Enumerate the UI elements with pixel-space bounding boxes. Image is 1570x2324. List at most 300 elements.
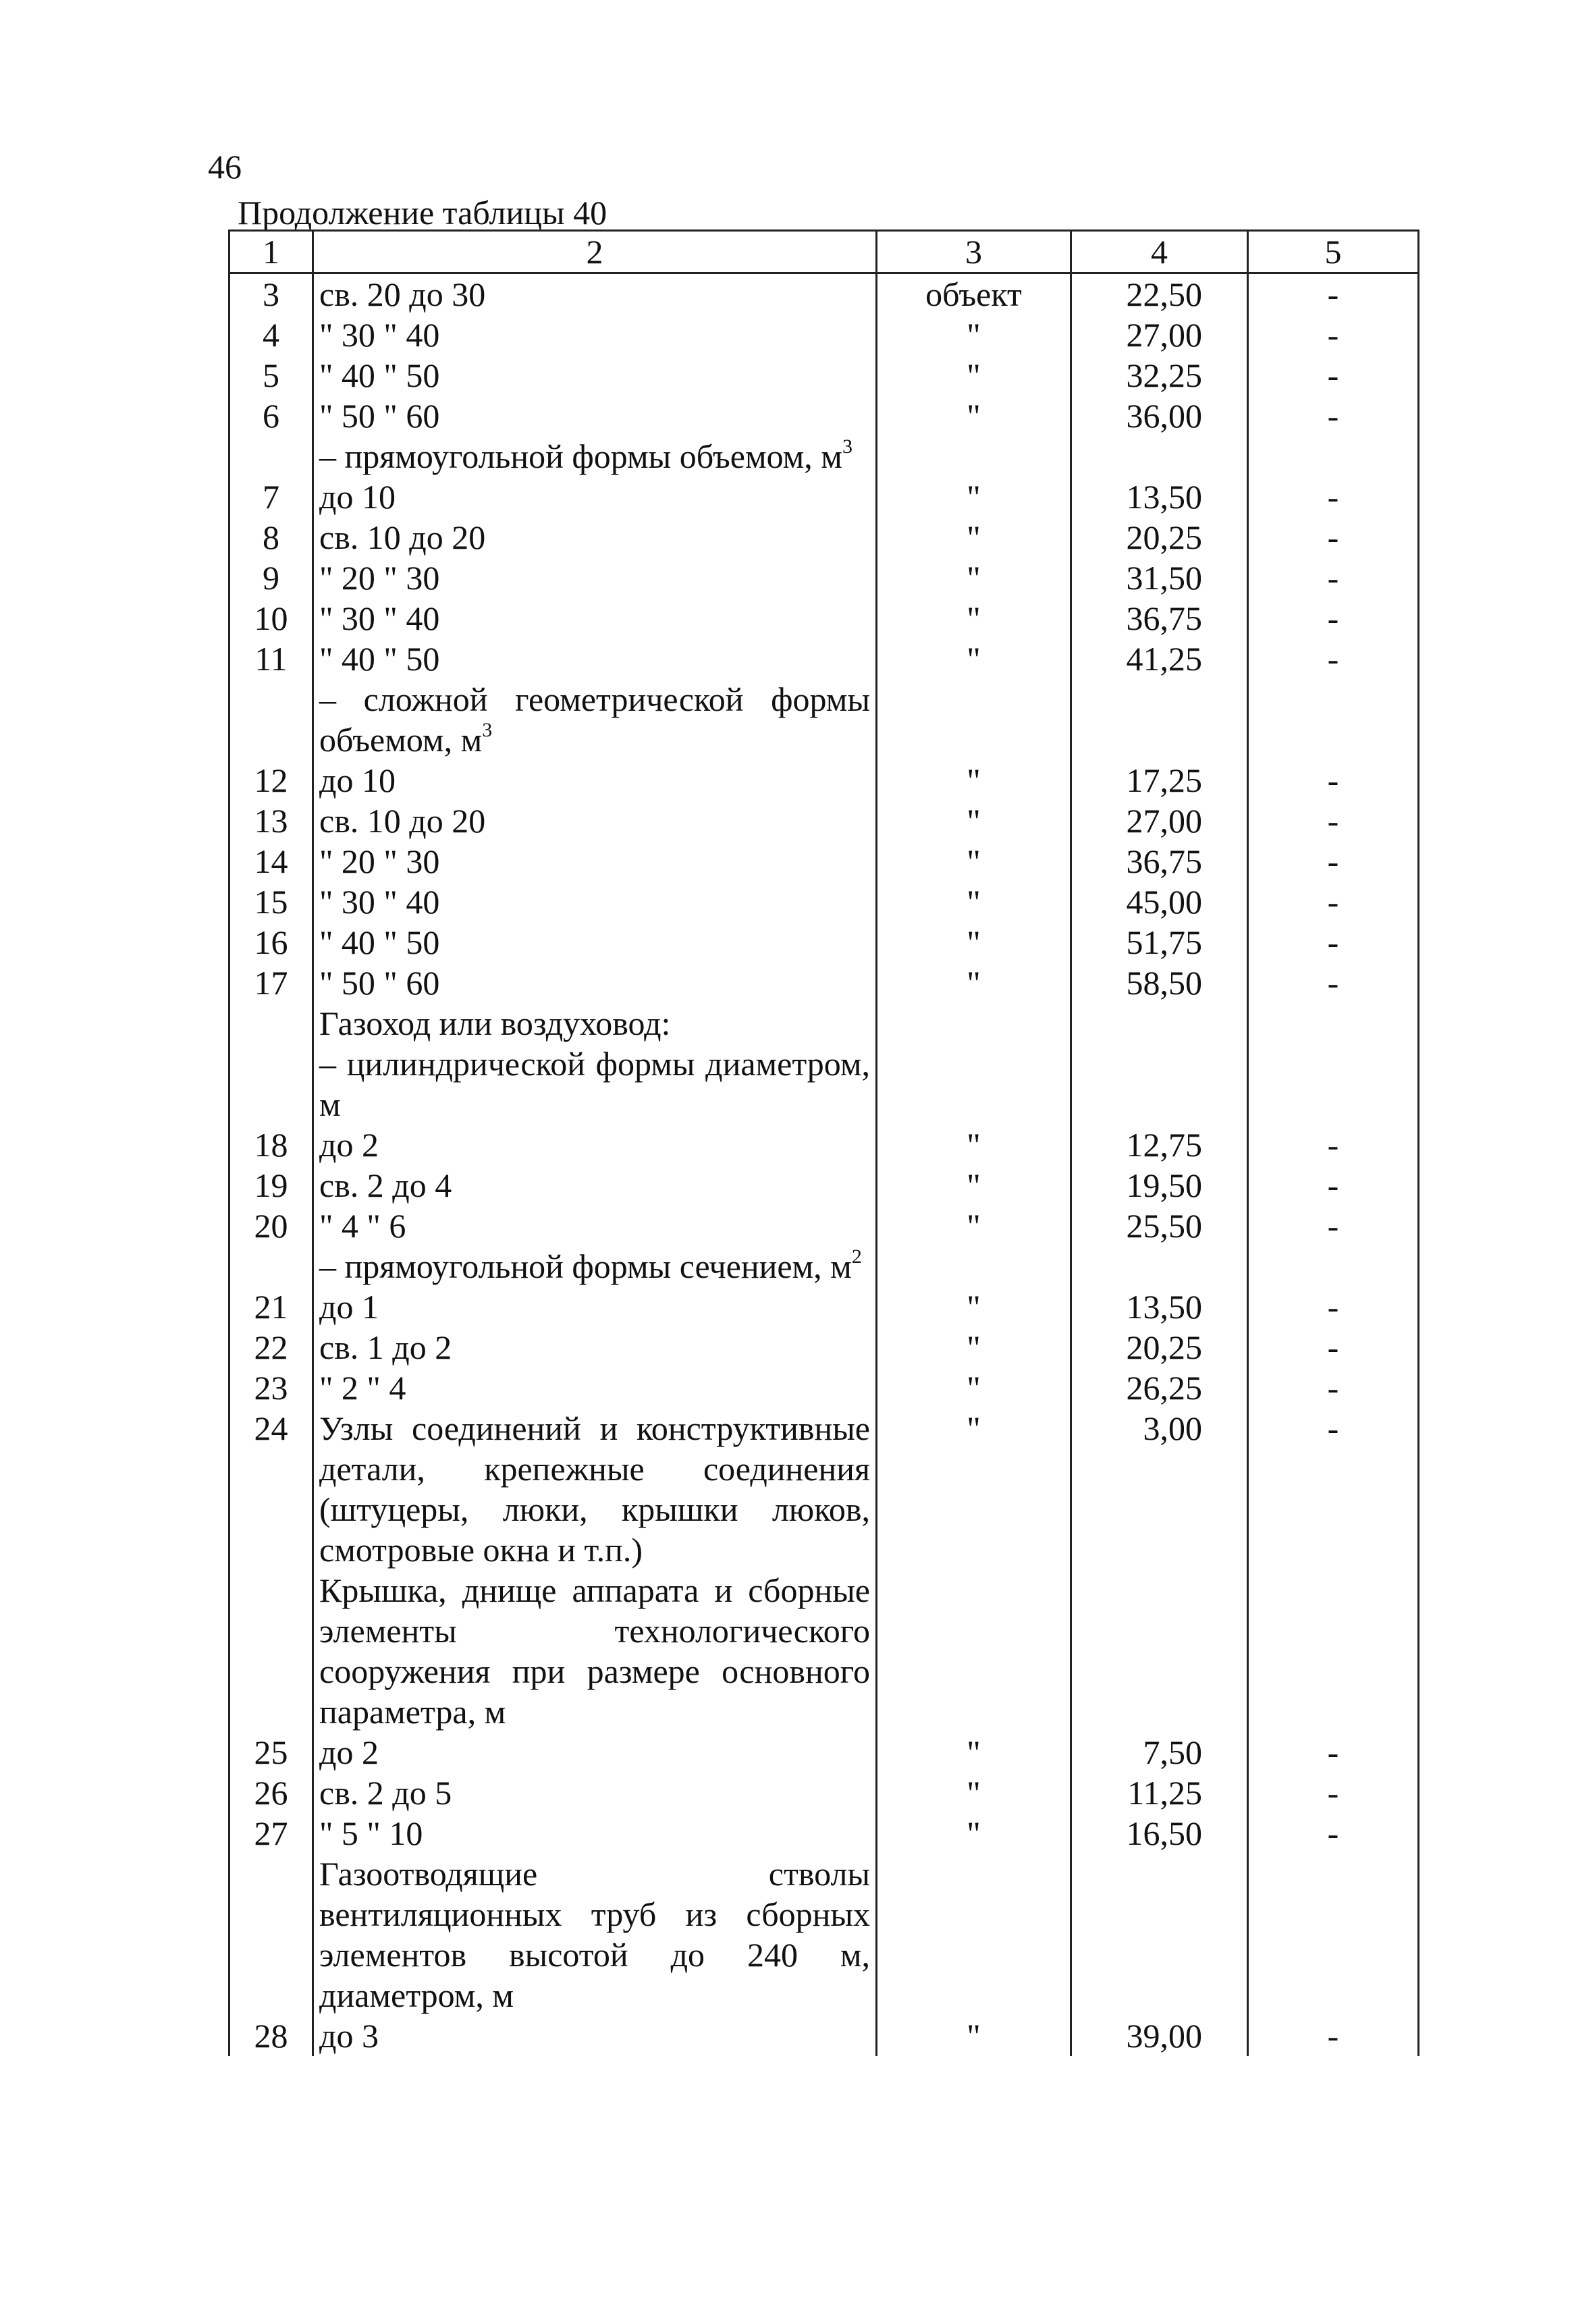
row-value xyxy=(1071,963,1248,1003)
row-number xyxy=(229,1003,313,1044)
row-unit xyxy=(877,882,1071,922)
row-description-text: св. 2 до 4 xyxy=(319,1166,452,1204)
row-description xyxy=(313,396,877,436)
row-unit xyxy=(877,436,1071,477)
row-value-text: 36,75 xyxy=(1126,599,1202,637)
row-value xyxy=(1071,1773,1248,1813)
row-extra xyxy=(1248,922,1419,963)
row-description-text: Крышка, днище аппарата и сборные элементы технологического сооружения при размере основного параметра, м xyxy=(319,1571,870,1731)
row-value-text: 16,50 xyxy=(1126,1814,1202,1852)
row-extra xyxy=(1248,355,1419,396)
row-description xyxy=(313,1206,877,1246)
row-extra xyxy=(1248,882,1419,922)
row-unit xyxy=(877,1287,1071,1327)
row-value-text: 27,00 xyxy=(1126,316,1202,354)
row-value xyxy=(1071,801,1248,841)
row-unit xyxy=(877,1206,1071,1246)
table-body xyxy=(229,273,1419,2057)
row-value xyxy=(1071,1287,1248,1327)
row-unit xyxy=(877,396,1071,436)
row-extra xyxy=(1248,1206,1419,1246)
row-unit-text: " xyxy=(967,478,981,516)
table-row xyxy=(229,1854,1419,2016)
table-row xyxy=(229,1773,1419,1813)
row-extra xyxy=(1248,1044,1419,1125)
row-description xyxy=(313,355,877,396)
table-row xyxy=(229,355,1419,396)
table-row xyxy=(229,1570,1419,1732)
row-extra xyxy=(1248,1246,1419,1287)
row-unit-text: " xyxy=(967,640,981,678)
row-extra xyxy=(1248,1125,1419,1165)
row-description xyxy=(313,1003,877,1044)
row-number-text: 7 xyxy=(263,478,279,516)
row-extra xyxy=(1248,1732,1419,1773)
table-row xyxy=(229,1368,1419,1408)
row-value xyxy=(1071,1854,1248,2016)
row-number-text: 9 xyxy=(263,559,279,597)
row-value xyxy=(1071,1327,1248,1368)
row-value-text: 36,75 xyxy=(1126,842,1202,880)
row-unit-text: " xyxy=(967,1288,981,1326)
row-number-text: 11 xyxy=(254,640,288,678)
row-description xyxy=(313,639,877,679)
table-header xyxy=(229,231,1419,273)
row-description-text: " 2 " 4 xyxy=(319,1369,406,1407)
row-value xyxy=(1071,273,1248,315)
row-number-text: 3 xyxy=(263,275,279,313)
row-value-text: 41,25 xyxy=(1126,640,1202,678)
row-description xyxy=(313,1854,877,2016)
row-unit-text: " xyxy=(967,1369,981,1407)
row-unit-text: " xyxy=(967,1409,981,1447)
table-row xyxy=(229,1287,1419,1327)
row-value-text: 25,50 xyxy=(1126,1207,1202,1245)
row-extra xyxy=(1248,1408,1419,1570)
row-description-text: " 20 " 30 xyxy=(319,559,440,597)
row-number-text: 21 xyxy=(254,1288,288,1326)
row-unit xyxy=(877,1368,1071,1408)
row-number xyxy=(229,639,313,679)
row-description xyxy=(313,558,877,598)
row-unit xyxy=(877,1773,1071,1813)
row-unit-text: " xyxy=(967,559,981,597)
column-header-5: 5 xyxy=(1248,231,1419,273)
header-row xyxy=(229,231,1419,273)
row-value xyxy=(1071,1165,1248,1206)
row-extra xyxy=(1248,598,1419,639)
row-unit xyxy=(877,315,1071,355)
row-description-text: – прямоугольной формы объемом, м xyxy=(319,437,842,475)
row-extra-text: - xyxy=(1327,478,1339,516)
row-number xyxy=(229,477,313,517)
row-description xyxy=(313,1368,877,1408)
row-unit-text: " xyxy=(967,761,981,799)
row-value xyxy=(1071,1813,1248,1854)
row-description xyxy=(313,1246,877,1287)
row-unit-text: " xyxy=(967,356,981,394)
row-unit-text: " xyxy=(967,397,981,435)
row-unit xyxy=(877,517,1071,558)
row-unit xyxy=(877,1003,1071,1044)
row-description xyxy=(313,1125,877,1165)
table-row xyxy=(229,396,1419,436)
row-value xyxy=(1071,760,1248,801)
table-row xyxy=(229,922,1419,963)
row-unit xyxy=(877,963,1071,1003)
row-description-text: до 10 xyxy=(319,761,396,799)
row-value-text: 58,50 xyxy=(1126,964,1202,1002)
row-number xyxy=(229,1368,313,1408)
row-extra-text: - xyxy=(1327,1288,1339,1326)
row-value-text: 22,50 xyxy=(1126,275,1202,313)
row-value xyxy=(1071,1408,1248,1570)
row-number-text: 24 xyxy=(254,1409,288,1447)
row-unit xyxy=(877,1246,1071,1287)
row-description-text: " 30 " 40 xyxy=(319,883,440,921)
row-number-text: 26 xyxy=(254,1774,288,1812)
page-number: 46 xyxy=(208,148,242,186)
column-header-4: 4 xyxy=(1071,231,1248,273)
row-description xyxy=(313,1570,877,1732)
row-unit xyxy=(877,679,1071,760)
row-number xyxy=(229,1327,313,1368)
row-extra-text: - xyxy=(1327,1166,1339,1204)
row-value-text: 51,75 xyxy=(1126,923,1202,961)
row-unit-text: " xyxy=(967,1126,981,1164)
row-number-text: 28 xyxy=(254,2017,288,2055)
row-number xyxy=(229,396,313,436)
row-unit xyxy=(877,1732,1071,1773)
row-unit-text: " xyxy=(967,1733,981,1771)
row-value-text: 7,50 xyxy=(1143,1733,1202,1771)
row-number xyxy=(229,1044,313,1125)
row-extra xyxy=(1248,1773,1419,1813)
row-extra-text: - xyxy=(1327,397,1339,435)
row-extra-text: - xyxy=(1327,2017,1339,2055)
row-number-text: 8 xyxy=(263,518,279,556)
row-extra-text: - xyxy=(1327,1207,1339,1245)
row-description xyxy=(313,679,877,760)
table-row xyxy=(229,273,1419,315)
row-description-text: " 4 " 6 xyxy=(319,1207,406,1245)
row-value xyxy=(1071,436,1248,477)
row-number-text: 23 xyxy=(254,1369,288,1407)
row-extra-text: - xyxy=(1327,640,1339,678)
row-description-text: – сложной геометрической формы объемом, м xyxy=(319,680,870,759)
table-row xyxy=(229,1125,1419,1165)
row-description-text: " 40 " 50 xyxy=(319,923,440,961)
row-number xyxy=(229,1773,313,1813)
row-description xyxy=(313,436,877,477)
row-number-text: 4 xyxy=(263,316,279,354)
row-value-text: 39,00 xyxy=(1126,2017,1202,2055)
row-unit xyxy=(877,355,1071,396)
row-value-text: 27,00 xyxy=(1126,802,1202,840)
row-description-text: " 30 " 40 xyxy=(319,316,440,354)
row-value-text: 26,25 xyxy=(1126,1369,1202,1407)
row-extra-text: - xyxy=(1327,275,1339,313)
column-header-2: 2 xyxy=(313,231,877,273)
row-unit xyxy=(877,1125,1071,1165)
row-number-text: 6 xyxy=(263,397,279,435)
row-value xyxy=(1071,882,1248,922)
row-description-text: – цилиндрической формы диаметром, м xyxy=(319,1045,870,1123)
table-row xyxy=(229,679,1419,760)
row-value xyxy=(1071,1125,1248,1165)
row-unit xyxy=(877,801,1071,841)
row-unit xyxy=(877,760,1071,801)
row-value-text: 19,50 xyxy=(1126,1166,1202,1204)
table-row xyxy=(229,639,1419,679)
row-unit-text: " xyxy=(967,1774,981,1812)
row-extra-text: - xyxy=(1327,883,1339,921)
row-description-text: " 20 " 30 xyxy=(319,842,440,880)
row-unit-text: " xyxy=(967,1814,981,1852)
table-row xyxy=(229,517,1419,558)
row-number-text: 20 xyxy=(254,1207,288,1245)
row-value-text: 13,50 xyxy=(1126,478,1202,516)
row-description xyxy=(313,1165,877,1206)
row-description-text: Газоход или воздуховод: xyxy=(319,1004,671,1042)
row-value-text: 11,25 xyxy=(1127,1774,1202,1812)
row-description xyxy=(313,841,877,882)
row-extra-text: - xyxy=(1327,1409,1339,1447)
row-unit xyxy=(877,1813,1071,1854)
table-row xyxy=(229,1732,1419,1773)
row-number xyxy=(229,841,313,882)
row-number-text: 10 xyxy=(254,599,288,637)
row-extra xyxy=(1248,1813,1419,1854)
row-extra-text: - xyxy=(1327,1126,1339,1164)
row-extra-text: - xyxy=(1327,559,1339,597)
row-unit-text: " xyxy=(967,1166,981,1204)
row-description-text: – прямоугольной формы сечением, м xyxy=(319,1247,852,1285)
row-extra-text: - xyxy=(1327,842,1339,880)
row-unit-text: " xyxy=(967,923,981,961)
row-number xyxy=(229,1287,313,1327)
superscript-exponent: 3 xyxy=(482,719,493,742)
row-description xyxy=(313,2016,877,2056)
row-description-text: " 40 " 50 xyxy=(319,356,440,394)
row-unit-text: " xyxy=(967,964,981,1002)
table-row xyxy=(229,315,1419,355)
row-description xyxy=(313,922,877,963)
row-value xyxy=(1071,2016,1248,2056)
row-number xyxy=(229,922,313,963)
row-value-text: 45,00 xyxy=(1126,883,1202,921)
row-number-text: 5 xyxy=(263,356,279,394)
row-value xyxy=(1071,1368,1248,1408)
row-number xyxy=(229,1732,313,1773)
row-extra xyxy=(1248,273,1419,315)
row-value xyxy=(1071,922,1248,963)
row-value xyxy=(1071,1206,1248,1246)
table-row xyxy=(229,1003,1419,1044)
data-table xyxy=(228,229,1419,2056)
row-value xyxy=(1071,598,1248,639)
row-description xyxy=(313,315,877,355)
row-extra-text: - xyxy=(1327,761,1339,799)
row-extra xyxy=(1248,477,1419,517)
row-extra-text: - xyxy=(1327,964,1339,1002)
row-number-text: 18 xyxy=(254,1126,288,1164)
row-extra-text: - xyxy=(1327,356,1339,394)
row-value xyxy=(1071,558,1248,598)
row-value-text: 20,25 xyxy=(1126,1328,1202,1366)
table-row xyxy=(229,1165,1419,1206)
table-row xyxy=(229,882,1419,922)
row-description-text: " 30 " 40 xyxy=(319,599,440,637)
row-extra xyxy=(1248,841,1419,882)
row-unit xyxy=(877,598,1071,639)
row-description-text: " 50 " 60 xyxy=(319,964,440,1002)
table-row xyxy=(229,1044,1419,1125)
row-extra xyxy=(1248,639,1419,679)
row-extra xyxy=(1248,1570,1419,1732)
row-number xyxy=(229,598,313,639)
row-unit xyxy=(877,1327,1071,1368)
row-description-text: Газоотводящие стволы вентиляционных труб из сборных элементов высотой до 240 м, диаметром, м xyxy=(319,1855,870,2014)
row-extra-text: - xyxy=(1327,1774,1339,1812)
row-description xyxy=(313,1044,877,1125)
row-description xyxy=(313,477,877,517)
row-extra-text: - xyxy=(1327,1814,1339,1852)
row-value xyxy=(1071,477,1248,517)
row-unit-text: " xyxy=(967,842,981,880)
row-number xyxy=(229,963,313,1003)
row-value xyxy=(1071,639,1248,679)
row-number xyxy=(229,355,313,396)
column-header-1: 1 xyxy=(229,231,313,273)
row-description xyxy=(313,1408,877,1570)
row-number xyxy=(229,1125,313,1165)
row-description xyxy=(313,1813,877,1854)
row-value-text: 32,25 xyxy=(1126,356,1202,394)
row-description xyxy=(313,1773,877,1813)
row-description xyxy=(313,801,877,841)
row-extra xyxy=(1248,1165,1419,1206)
row-value-text: 36,00 xyxy=(1126,397,1202,435)
row-unit-text: " xyxy=(967,316,981,354)
row-unit-text: объект xyxy=(925,275,1022,313)
row-number xyxy=(229,1854,313,2016)
table-row xyxy=(229,1246,1419,1287)
row-unit xyxy=(877,273,1071,315)
row-unit-text: " xyxy=(967,1207,981,1245)
row-description-text: до 1 xyxy=(319,1288,379,1326)
table-row xyxy=(229,841,1419,882)
table-row xyxy=(229,1813,1419,1854)
row-extra xyxy=(1248,2016,1419,2056)
row-number-text: 27 xyxy=(254,1814,288,1852)
row-description-text: до 2 xyxy=(319,1733,379,1771)
row-number xyxy=(229,1813,313,1854)
row-description-text: " 40 " 50 xyxy=(319,640,440,678)
table-row xyxy=(229,801,1419,841)
row-number xyxy=(229,760,313,801)
row-unit-text: " xyxy=(967,1328,981,1366)
row-value-text: 13,50 xyxy=(1126,1288,1202,1326)
row-extra xyxy=(1248,760,1419,801)
table-caption: Продолжение таблицы 40 xyxy=(238,194,607,232)
row-value-text: 3,00 xyxy=(1143,1409,1202,1447)
row-number xyxy=(229,273,313,315)
row-extra xyxy=(1248,1287,1419,1327)
row-number xyxy=(229,1246,313,1287)
row-value xyxy=(1071,1044,1248,1125)
row-number xyxy=(229,1408,313,1570)
row-extra xyxy=(1248,436,1419,477)
row-extra-text: - xyxy=(1327,1369,1339,1407)
row-value xyxy=(1071,679,1248,760)
row-description xyxy=(313,1732,877,1773)
row-description-text: до 3 xyxy=(319,2017,379,2055)
row-extra xyxy=(1248,558,1419,598)
row-extra xyxy=(1248,315,1419,355)
row-unit xyxy=(877,2016,1071,2056)
row-unit xyxy=(877,1044,1071,1125)
row-number xyxy=(229,1206,313,1246)
row-description-text: до 2 xyxy=(319,1126,379,1164)
table-row xyxy=(229,598,1419,639)
row-extra xyxy=(1248,1327,1419,1368)
row-description-text: до 10 xyxy=(319,478,396,516)
row-extra-text: - xyxy=(1327,316,1339,354)
row-extra-text: - xyxy=(1327,1733,1339,1771)
row-unit xyxy=(877,922,1071,963)
row-value xyxy=(1071,315,1248,355)
row-description-text: св. 1 до 2 xyxy=(319,1328,452,1366)
row-description xyxy=(313,273,877,315)
row-number-text: 25 xyxy=(254,1733,288,1771)
row-unit xyxy=(877,639,1071,679)
row-number xyxy=(229,315,313,355)
row-description-text: " 50 " 60 xyxy=(319,397,440,435)
row-unit xyxy=(877,1570,1071,1732)
row-extra xyxy=(1248,679,1419,760)
row-unit xyxy=(877,477,1071,517)
row-extra xyxy=(1248,517,1419,558)
superscript-exponent: 3 xyxy=(842,435,852,458)
table-row xyxy=(229,436,1419,477)
superscript-exponent: 2 xyxy=(851,1245,862,1268)
row-unit-text: " xyxy=(967,599,981,637)
row-description xyxy=(313,598,877,639)
row-description-text: св. 2 до 5 xyxy=(319,1774,452,1812)
row-number-text: 12 xyxy=(254,761,288,799)
row-extra-text: - xyxy=(1327,923,1339,961)
row-number xyxy=(229,2016,313,2056)
row-description-text: " 5 " 10 xyxy=(319,1814,423,1852)
row-value xyxy=(1071,396,1248,436)
table-row xyxy=(229,1206,1419,1246)
table-row xyxy=(229,2016,1419,2056)
row-number xyxy=(229,436,313,477)
row-value xyxy=(1071,517,1248,558)
row-description-text: св. 10 до 20 xyxy=(319,802,486,840)
row-unit-text: " xyxy=(967,2017,981,2055)
row-extra xyxy=(1248,396,1419,436)
row-extra xyxy=(1248,963,1419,1003)
table-row xyxy=(229,1327,1419,1368)
row-unit xyxy=(877,1408,1071,1570)
row-description xyxy=(313,760,877,801)
row-number xyxy=(229,1165,313,1206)
row-value xyxy=(1071,1732,1248,1773)
row-number xyxy=(229,801,313,841)
row-number-text: 15 xyxy=(254,883,288,921)
